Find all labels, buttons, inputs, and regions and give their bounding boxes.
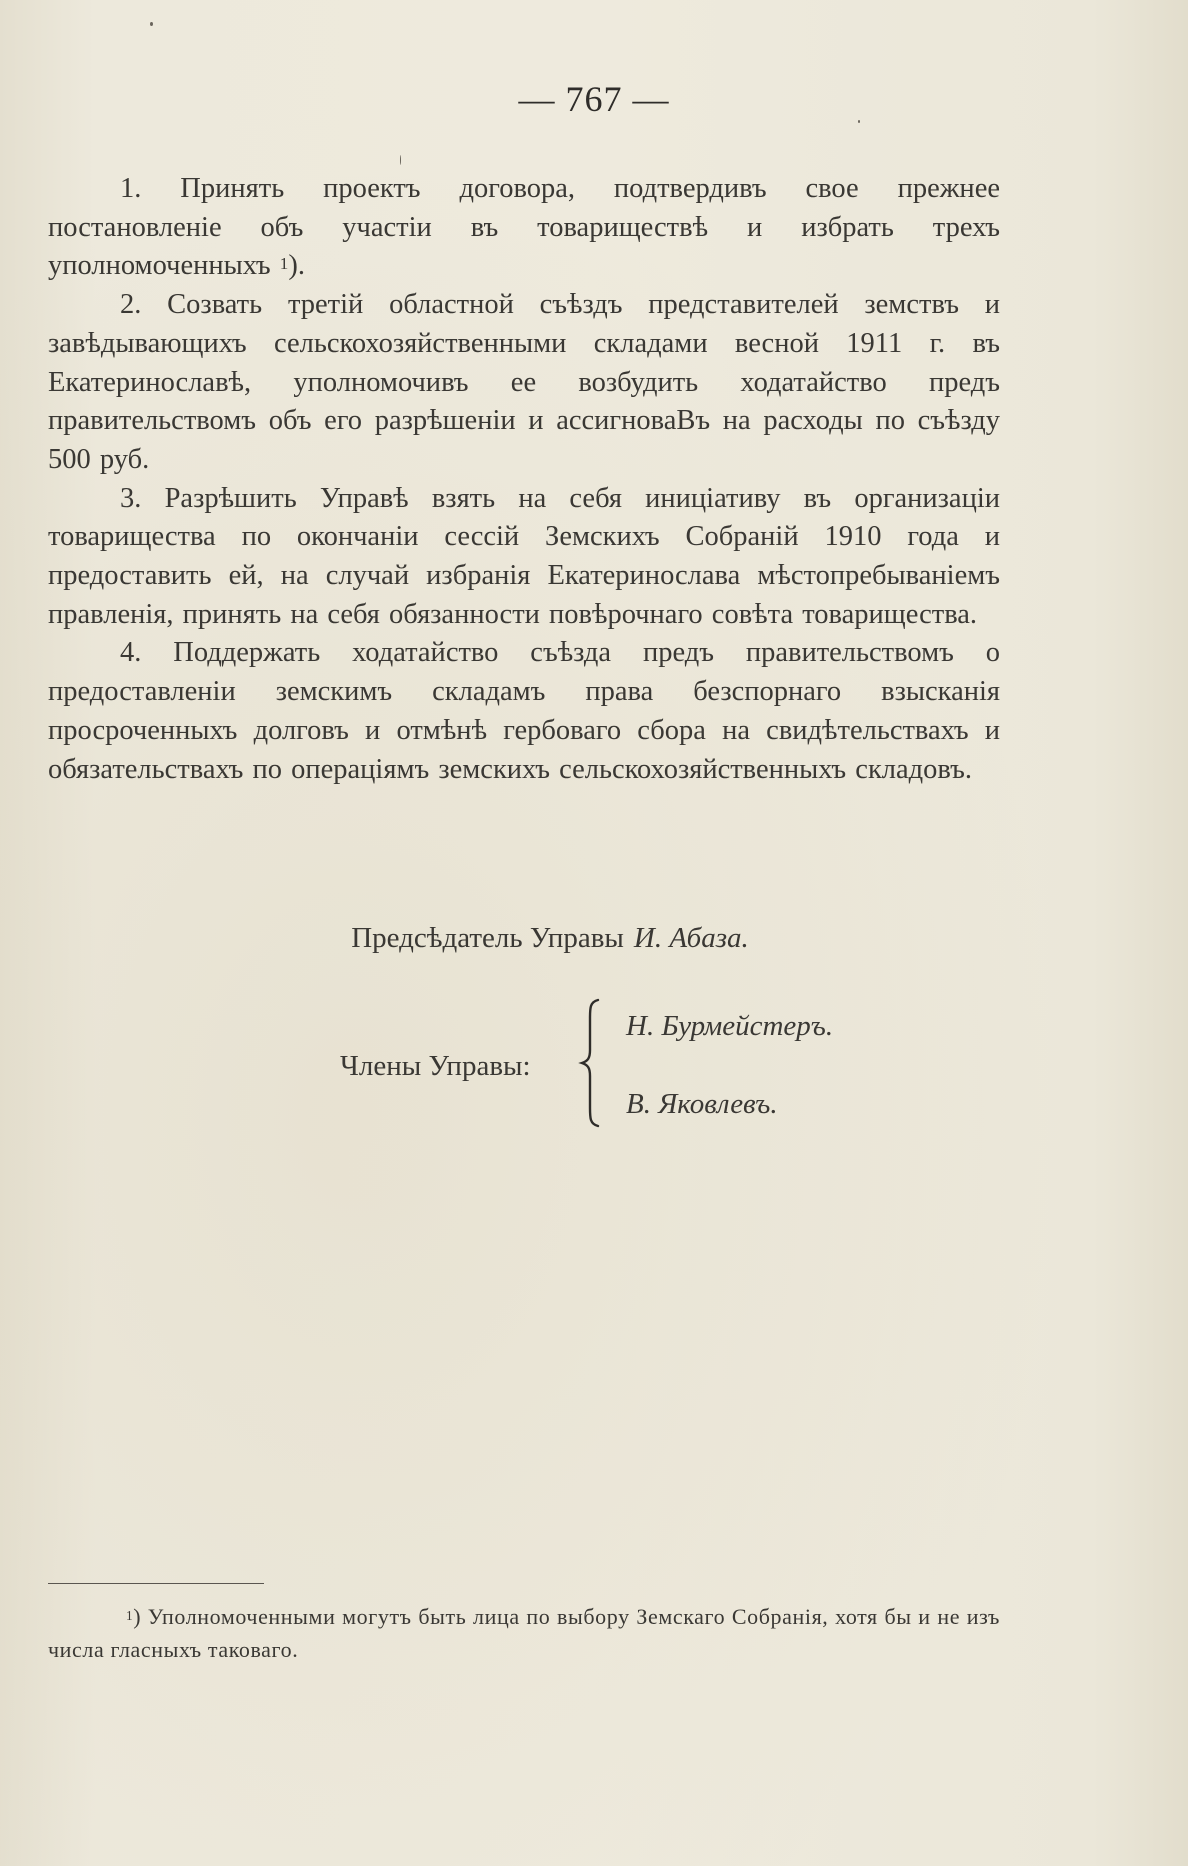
resolution-item-1-text: 1. Принять проектъ договора, подтвердивъ свое прежнее постановленіе объ участіи въ товариществѣ и избрать трехъ уполномоченныхъ	[48, 173, 1000, 282]
members-label: Члены Управы:	[340, 1050, 531, 1082]
chairman-name: И. Абаза.	[633, 922, 749, 954]
footnote-marker: 1	[126, 1608, 134, 1624]
paper-speck	[150, 22, 153, 26]
resolution-item-3: 3. Разрѣшить Управѣ взять на себя иниціативу въ организаціи товарищества по окончаніи сессій Земскихъ Собраній 1910 года и предоставить ей, на случай избранія Екатеринослава мѣстопребываніемъ правленія, принять на себя обязанности повѣрочнаго совѣта товарищества.	[48, 482, 1000, 630]
paper-speck	[858, 120, 860, 123]
paper-speck	[400, 155, 401, 165]
page-number: — 767 —	[518, 79, 670, 119]
resolution-item-2: 2. Созвать третій областной съѣздъ представителей земствъ и завѣдывающихъ сельскохозяйственными складами весной 1911 г. въ Екатеринославѣ, уполномочивъ ее возбудить ходатайство предъ правительствомъ объ его разрѣшеніи и ассигноваВъ на расходы по съѣзду 500 руб.	[48, 289, 1000, 475]
footnote	[48, 1600, 1000, 1666]
member-name-1: Н. Бурмейстеръ.	[626, 1010, 834, 1042]
chairman-title: Предсѣдатель Управы	[351, 922, 624, 954]
footnote-text: ) Уполномоченными могутъ быть лица по выбору Земскаго Собранія, хотя бы и не изъ числа гласныхъ таковаго.	[48, 1604, 1000, 1662]
resolution-text	[48, 170, 1000, 789]
resolution-item-1-tail: ).	[288, 250, 305, 282]
resolution-item-4: 4. Поддержать ходатайство съѣзда предъ правительствомъ о предоставленіи земскимъ складамъ права безспорнаго взысканія просроченныхъ долговъ и отмѣнѣ гербоваго сбора на свидѣтельствахъ и обязательствахъ по операціямъ земскихъ сельскохозяйственныхъ складовъ.	[48, 637, 1000, 785]
chairman-signature	[0, 922, 1100, 955]
member-name-2: В. Яковлевъ.	[626, 1088, 778, 1120]
curly-brace-icon	[578, 998, 608, 1128]
resolution-item-1	[48, 170, 1000, 286]
footnote-reference: 1	[279, 254, 289, 274]
footnote-divider	[48, 1583, 264, 1584]
